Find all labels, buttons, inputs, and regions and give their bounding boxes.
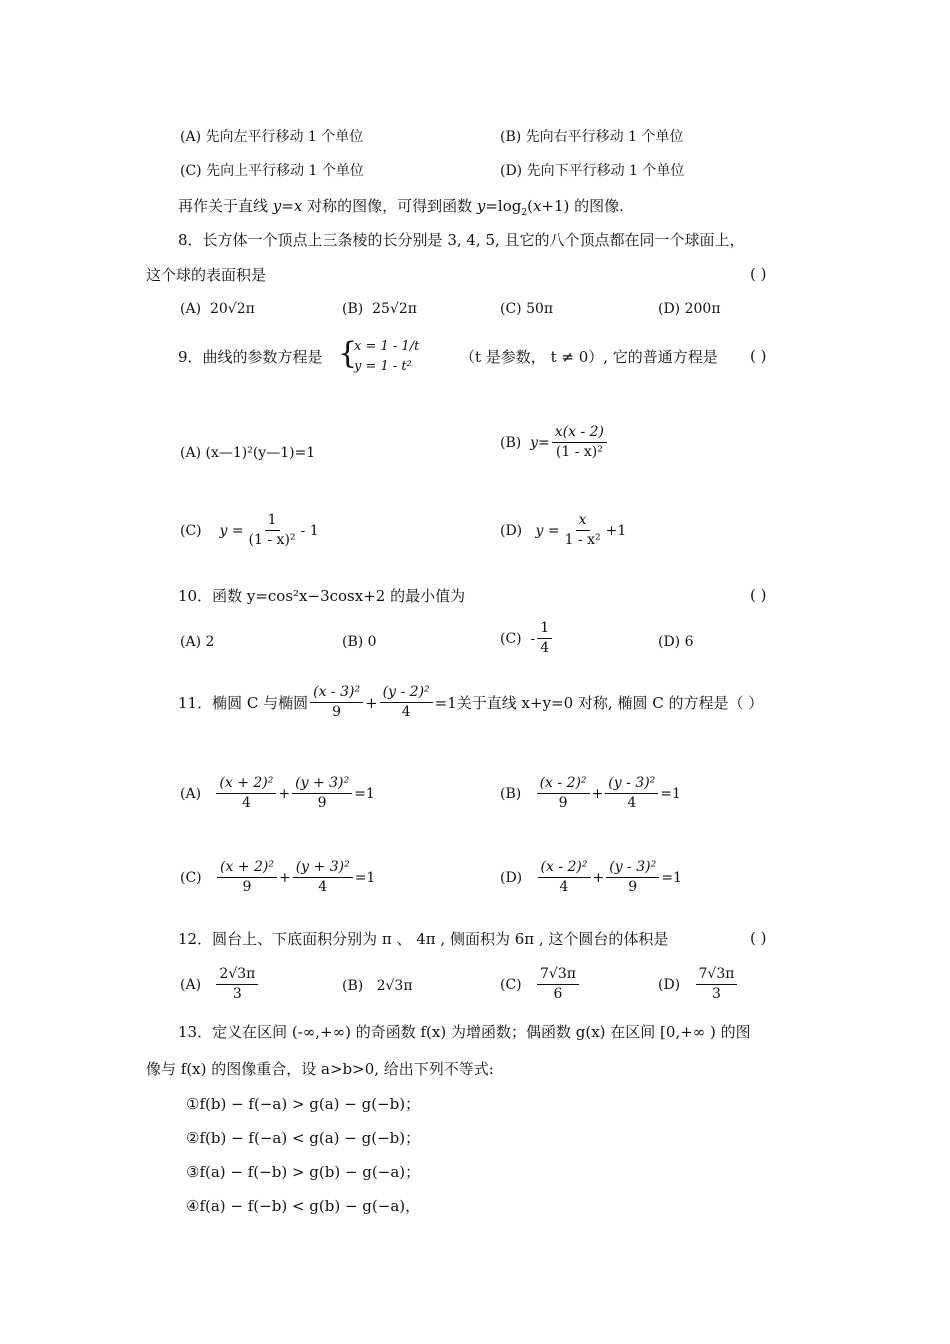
q11-option-d: (D) $\frac{\text{(x - 2)²}}{4}$ + $\frac{\text{(y - 3)²}}{9}$ =1 (500, 859, 682, 895)
q9-stem-end: （t 是参数， t ≠ 0）, 它的普通方程是 (460, 348, 718, 366)
q9-option-d: (D) y = $\frac{x}{\text{1 - x²}}$ +1 (500, 512, 627, 548)
q7-option-b: (B) 先向右平行移动 1 个单位 (500, 129, 684, 145)
q8-option-a: (A) 20√2π (180, 301, 255, 317)
q7-option-c: (C) 先向上平行移动 1 个单位 (180, 163, 364, 179)
q12-stem: 12．圆台上、下底面积分别为 π 、 4π , 侧面积为 6π , 这个圆台的体积是 (178, 930, 669, 948)
q11-stem: 11．椭圆 C 与椭圆 $\frac{\text{(x - 3)²}}{9}$ + $\frac{\text{(y - 2)²}}{4}$ =1 关于直线 x+y=0 对称, 椭圆 C 的方程是（ ） (178, 684, 764, 720)
q8-stem-line2: 这个球的表面积是 (146, 266, 267, 284)
q9-param-eq-y: y = 1 - t² (354, 359, 412, 374)
q8-option-d: (D) 200π (658, 301, 721, 317)
q8-stem-line1: 8．长方体一个顶点上三条棱的长分别是 3, 4, 5, 且它的八个顶点都在同一个球面上， (178, 231, 745, 249)
q13-stem-line1: 13．定义在区间 (-∞,+∞) 的奇函数 f(x) 为增函数；偶函数 g(x) 在区间 [0,+∞ ) 的图 (178, 1023, 751, 1041)
q12-answer-paren: ( ) (750, 929, 767, 947)
q13-inequality-1: ①f(b) − f(−a) > g(a) − g(−b)； (186, 1095, 421, 1113)
q10-option-c: (C) - $\frac{1}{4}$ (500, 620, 554, 657)
q12-option-a: (A) $\frac{2√3\pi}{3}$ (180, 966, 260, 1003)
q12-option-c: (C) $\frac{7√3\pi}{6}$ (500, 966, 581, 1003)
q11-option-c: (C) $\frac{\text{(x + 2)²}}{9}$ + $\frac{\text{(y + 3)²}}{4}$ =1 (180, 859, 376, 895)
q7-tail-text: 再作关于直线 y=x 对称的图像，可得到函数 $y=\log_2(x+1)$ 的图像. (178, 197, 624, 218)
q7-option-d: (D) 先向下平行移动 1 个单位 (500, 163, 685, 179)
q7-option-a: (A) 先向左平行移动 1 个单位 (180, 129, 364, 145)
q9-stem-start: 9．曲线的参数方程是 (178, 348, 323, 366)
q10-answer-paren: ( ) (750, 586, 767, 604)
q9-option-c: (C) y = $\frac{1}{\text{(1 - x)²}}$ - 1 (180, 512, 319, 548)
q12-option-b: (B) 2√3π (342, 978, 413, 994)
document-page: (A) 先向左平行移动 1 个单位 (B) 先向右平行移动 1 个单位 (C) 先向上平行移动 1 个单位 (D) 先向下平行移动 1 个单位 再作关于直线 y=x 对称的图像，可得到函数 $y=\log_2(x+1)$ 的图像. 8．长方体一个顶点上三条棱的长分别是 3, 4, 5, 且它的八个顶点都在同一个球面上， 这个球的表面积是 ( ) (A) 20√2π (B) 25√2π (C) 50π (D) 200π 9．曲线的参数方程是 { x = 1 - 1/t y = 1 - t² （t 是参数， t ≠ 0）, 它的普通方程是 ( ) (A) (x—1)²(y—1)=1 (B) y= $\frac{x(x - 2)}{\text{(1 - x)²}}$ (C) y = $\frac{1}{\text{(1 - x)²}}$ - 1 (D) y = $\frac{x}{\text{1 - x²}}$ +1 10．函数 y=cos²x−3cosx+2 的最小值为 ( ) (A) 2 (B) 0 (C) - $\frac{1}{4}$ (D) 6 11．椭圆 C 与椭圆 $\frac{\text{(x - 3)²}}{9}$ + $\frac{\text{(y - 2)²}}{4}$ =1 关于直线 x+y=0 对称, 椭圆 C 的方程是（ ） (A) $\frac{\text{(x + 2)²}}{4}$ + $\frac{\text{(y + 3)²}}{9}$ =1 (B) $\frac{\text{(x - 2)²}}{9}$ + $\frac{\text{(y - 3)²}}{4}$ =1 (C) $\frac{\text{(x + 2)²}}{9}$ + $\frac{\text{(y + 3)²}}{4}$ =1 (D) $\frac{\text{(x - 2)²}}{4}$ + $\frac{\text{(y - 3)²}}{9}$ =1 12．圆台上、下底面积分别为 π 、 4π , 侧面积为 6π , 这个圆台的体积是 ( ) (A) $\frac{2√3\pi}{3}$ (B) 2√3π (C) $\frac{7√3\pi}{6}$ (D) $\frac{7√3\pi}{3}$ 13．定义在区间 (-∞,+∞) 的奇函数 f(x) 为增函数；偶函数 g(x) 在区间 [0,+∞ ) 的图 像与 f(x) 的图像重合，设 a>b>0, 给出下列不等式: ①f(b) − f(−a) > g(a) − g(−b)； ②f(b) − f(−a) < g(a) − g(−b)； ③f(a) − f(−b) > g(b) − g(−a)； ④f(a) − f(−b) < g(b) − g(−a)， (146, 129, 767, 1215)
q9-option-b: (B) y= $\frac{x(x - 2)}{\text{(1 - x)²}}$ (500, 424, 609, 461)
q9-answer-paren: ( ) (750, 347, 767, 365)
q13-inequality-4: ④f(a) − f(−b) < g(b) − g(−a)， (186, 1197, 421, 1215)
q11-option-b: (B) $\frac{\text{(x - 2)²}}{9}$ + $\frac{\text{(y - 3)²}}{4}$ =1 (500, 775, 681, 811)
q13-inequality-3: ③f(a) − f(−b) > g(b) − g(−a)； (186, 1163, 421, 1181)
q10-option-d: (D) 6 (658, 634, 694, 650)
q8-option-b: (B) 25√2π (342, 301, 417, 317)
q10-stem: 10．函数 y=cos²x−3cosx+2 的最小值为 (178, 587, 466, 605)
q8-option-c: (C) 50π (500, 301, 554, 317)
q10-option-b: (B) 0 (342, 634, 377, 650)
q13-stem-line2: 像与 f(x) 的图像重合，设 a>b>0, 给出下列不等式: (146, 1060, 494, 1078)
q8-answer-paren: ( ) (750, 265, 767, 283)
q12-option-d: (D) $\frac{7√3\pi}{3}$ (658, 966, 739, 1003)
q13-inequality-2: ②f(b) − f(−a) < g(a) − g(−b)； (186, 1129, 421, 1147)
q9-param-eq-x: x = 1 - 1/t (354, 339, 420, 354)
q9-option-a: (A) (x—1)²(y—1)=1 (180, 445, 316, 461)
q10-option-a: (A) 2 (180, 634, 215, 650)
q11-option-a: (A) $\frac{\text{(x + 2)²}}{4}$ + $\frac{\text{(y + 3)²}}{9}$ =1 (180, 775, 375, 811)
